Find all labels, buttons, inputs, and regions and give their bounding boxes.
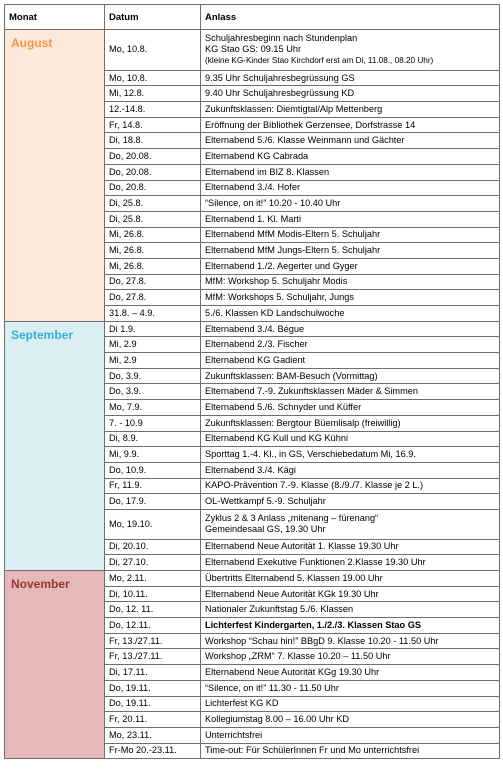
event-line: Elternabend 2./3. Fischer: [205, 339, 308, 350]
event-line: Zyklus 2 & 3 Anlass „mitenang – fürenang“: [205, 513, 379, 524]
event-cell: [201, 243, 500, 259]
event-cell: [201, 415, 500, 431]
table-row: [5, 571, 500, 587]
event-cell: [201, 164, 500, 180]
event-cell: [201, 30, 500, 71]
event-cell: [201, 227, 500, 243]
date-cell: Fr, 20.11.: [105, 712, 201, 728]
event-line: 5./6. Klassen KD Landschulwoche: [205, 307, 345, 318]
event-line: Gemeindesaal GS, 19.30 Uhr: [205, 524, 326, 535]
event-cell: [201, 368, 500, 384]
event-cell: [201, 353, 500, 369]
event-cell: [201, 618, 500, 634]
event-cell: [201, 649, 500, 665]
event-line: Elternabend 3./4. Kägi: [205, 464, 296, 475]
event-line: Elternabend MfM Jungs-Eltern 5. Schuljahr: [205, 245, 381, 256]
month-label: August: [5, 30, 105, 322]
event-line: “Silence, on it!” 11.30 - 11.50 Uhr: [205, 682, 339, 693]
header-anlass: Anlass: [201, 5, 500, 30]
date-cell: Do, 19.11.: [105, 696, 201, 712]
event-line: Time-out: Für SchülerInnen Fr und Mo unterrichtsfrei: [205, 745, 420, 756]
month-label: November: [5, 571, 105, 759]
date-cell: Fr, 11.9.: [105, 478, 201, 494]
event-cell: [201, 431, 500, 447]
event-cell: [201, 196, 500, 212]
event-line: Elternabend 5./6. Klasse Weinmann und Gächter: [205, 135, 405, 146]
event-cell: [201, 478, 500, 494]
date-cell: Mi, 2.9: [105, 353, 201, 369]
event-cell: [201, 306, 500, 322]
event-cell: [201, 133, 500, 149]
date-cell: Do, 27.8.: [105, 290, 201, 306]
event-line: Elternabend 1./2. Aegerter und Gyger: [205, 260, 358, 271]
date-cell: Fr-Mo 20.-23.11.: [105, 743, 201, 759]
event-cell: [201, 384, 500, 400]
date-cell: Mi, 9.9.: [105, 447, 201, 463]
event-line: MfM: Workshops 5. Schuljahr, Jungs: [205, 292, 354, 303]
event-cell: [201, 727, 500, 743]
date-cell: 31.8. – 4.9.: [105, 306, 201, 322]
event-cell: [201, 509, 500, 539]
event-line: Elternabend 1. Kl. Marti: [205, 213, 302, 224]
date-cell: Di, 18.8.: [105, 133, 201, 149]
event-line: Unterrichtsfrei: [205, 729, 263, 740]
event-line: Zukunftsklassen: Bergtour Büemlisalp (freiwillig): [205, 417, 401, 428]
event-cell: [201, 571, 500, 587]
event-line: Kollegiumstag 8.00 – 16.00 Uhr KD: [205, 714, 350, 725]
table-row: [5, 321, 500, 337]
event-line: Workshop „ZRM“ 7. Klasse 10.20 – 11.50 Uhr: [205, 651, 391, 662]
header-row: [5, 5, 500, 30]
event-cell: [201, 555, 500, 571]
schedule-table: [4, 4, 500, 759]
date-cell: Fr, 14.8.: [105, 117, 201, 133]
date-cell: 7. - 10.9: [105, 415, 201, 431]
event-line: Workshop “Schau hin!” BBgD 9. Klasse 10.20 - 11.50 Uhr: [205, 635, 439, 646]
event-line: Lichterfest Kindergarten, 1./2./3. Klassen Stao GS: [205, 619, 421, 630]
date-cell: Mo, 10.8.: [105, 70, 201, 86]
date-cell: Do, 17.9.: [105, 494, 201, 510]
date-cell: Do, 10.9.: [105, 462, 201, 478]
schedule-table-wrapper: [4, 4, 499, 759]
event-line: KAPO-Prävention 7.-9. Klasse (8./9./7. Klasse je 2 L.): [205, 480, 424, 491]
date-cell: Fr, 13./27.11.: [105, 649, 201, 665]
event-cell: [201, 180, 500, 196]
date-cell: Di, 20.10.: [105, 539, 201, 555]
event-line: Sporttag 1.-4. Kl., in GS, Verschiebedatum Mi, 16.9.: [205, 449, 416, 460]
event-cell: [201, 633, 500, 649]
table-row: [5, 30, 500, 71]
event-line: 9.40 Uhr Schuljahresbegrüssung KD: [205, 88, 355, 99]
event-cell: [201, 712, 500, 728]
date-cell: Fr, 13./27.11.: [105, 633, 201, 649]
event-line: Nationaler Zukunftstag 5./6. Klassen: [205, 604, 354, 615]
event-cell: [201, 211, 500, 227]
event-cell: [201, 400, 500, 416]
event-cell: [201, 86, 500, 102]
event-cell: [201, 149, 500, 165]
date-cell: Mo, 23.11.: [105, 727, 201, 743]
event-line: (kleine KG-Kinder Stao Kirchdorf erst am Di, 11.08., 08.20 Uhr): [205, 56, 434, 66]
event-line: Elternabend MfM Modis-Eltern 5. Schuljahr: [205, 229, 381, 240]
date-cell: Do, 27.8.: [105, 274, 201, 290]
event-line: “Silence, on it!” 10.20 - 10.40 Uhr: [205, 198, 341, 209]
event-line: MfM: Workshop 5. Schuljahr Modis: [205, 276, 348, 287]
event-line: Lichterfest KG KD: [205, 698, 279, 709]
date-cell: Do, 20.08.: [105, 164, 201, 180]
event-line: Zukunftsklassen: Diemtigtal/Alp Mettenberg: [205, 103, 383, 114]
date-cell: Di, 17.11.: [105, 665, 201, 681]
event-line: Zukunftsklassen: BAM-Besuch (Vormittag): [205, 370, 378, 381]
event-cell: [201, 696, 500, 712]
event-line: Elternabend KG Kull und KG Kühni: [205, 433, 349, 444]
event-cell: [201, 539, 500, 555]
date-cell: Di 1.9.: [105, 321, 201, 337]
event-cell: [201, 290, 500, 306]
event-line: Elternabend 3./4. Bégue: [205, 323, 305, 334]
event-line: Elternabend Neue Autorität KGg 19.30 Uhr: [205, 666, 380, 677]
event-cell: [201, 337, 500, 353]
date-cell: Di, 8.9.: [105, 431, 201, 447]
date-cell: Di, 25.8.: [105, 211, 201, 227]
month-label: September: [5, 321, 105, 570]
date-cell: Mi, 2.9: [105, 337, 201, 353]
event-line: 9.35 Uhr Schuljahresbegrüssung GS: [205, 72, 355, 83]
date-cell: Do, 20.08.: [105, 149, 201, 165]
event-cell: [201, 586, 500, 602]
date-cell: 12.-14.8.: [105, 102, 201, 118]
date-cell: Mi, 26.8.: [105, 227, 201, 243]
date-cell: Do, 19.11.: [105, 680, 201, 696]
date-cell: Di, 10.11.: [105, 586, 201, 602]
event-cell: [201, 665, 500, 681]
date-cell: Do, 3.9.: [105, 384, 201, 400]
date-cell: Do, 12. 11.: [105, 602, 201, 618]
date-cell: Mo, 19.10.: [105, 509, 201, 539]
event-line: Elternabend Neue Autorität 1. Klasse 19.30 Uhr: [205, 541, 399, 552]
event-line: Eröffnung der Bibliothek Gerzensee, Dorfstrasse 14: [205, 119, 416, 130]
event-line: OL-Wettkampf 5.-9. Schuljahr: [205, 496, 326, 507]
event-cell: [201, 117, 500, 133]
date-cell: Do, 12.11.: [105, 618, 201, 634]
event-line: Elternabend 5./6. Schnyder und Küffer: [205, 401, 362, 412]
event-cell: [201, 743, 500, 759]
event-line: Elternabend Neue Autorität KGk 19.30 Uhr: [205, 588, 379, 599]
event-cell: [201, 494, 500, 510]
header-monat: Monat: [5, 5, 105, 30]
event-cell: [201, 70, 500, 86]
event-cell: [201, 102, 500, 118]
date-cell: Mi, 26.8.: [105, 258, 201, 274]
event-line: Schuljahresbeginn nach Stundenplan: [205, 33, 358, 44]
event-line: Elternabend 7.-9. Zukunftsklassen Mäder & Simmen: [205, 386, 418, 397]
schedule-body: [5, 30, 500, 759]
event-line: KG Stao GS: 09.15 Uhr: [205, 44, 302, 55]
date-cell: Di, 27.10.: [105, 555, 201, 571]
date-cell: Do, 3.9.: [105, 368, 201, 384]
event-line: Elternabend KG Cabrada: [205, 150, 309, 161]
event-cell: [201, 462, 500, 478]
event-cell: [201, 680, 500, 696]
header-datum: Datum: [105, 5, 201, 30]
event-line: Übertritts Elternabend 5. Klassen 19.00 Uhr: [205, 572, 383, 583]
event-cell: [201, 321, 500, 337]
date-cell: Mo, 2.11.: [105, 571, 201, 587]
event-cell: [201, 274, 500, 290]
date-cell: Mo, 7.9.: [105, 400, 201, 416]
date-cell: Di, 25.8.: [105, 196, 201, 212]
event-line: Elternabend KG Gadient: [205, 354, 306, 365]
date-cell: Do, 20.8.: [105, 180, 201, 196]
event-line: Elternabend im BIZ 8. Klassen: [205, 166, 330, 177]
event-line: Elternabend Exekutive Funktionen 2.Klasse 19.30 Uhr: [205, 557, 426, 568]
event-cell: [201, 447, 500, 463]
event-cell: [201, 258, 500, 274]
date-cell: Mi, 26.8.: [105, 243, 201, 259]
event-cell: [201, 602, 500, 618]
event-line: Elternabend 3./4. Hofer: [205, 182, 300, 193]
date-cell: Mi, 12.8.: [105, 86, 201, 102]
date-cell: Mo, 10.8.: [105, 30, 201, 71]
